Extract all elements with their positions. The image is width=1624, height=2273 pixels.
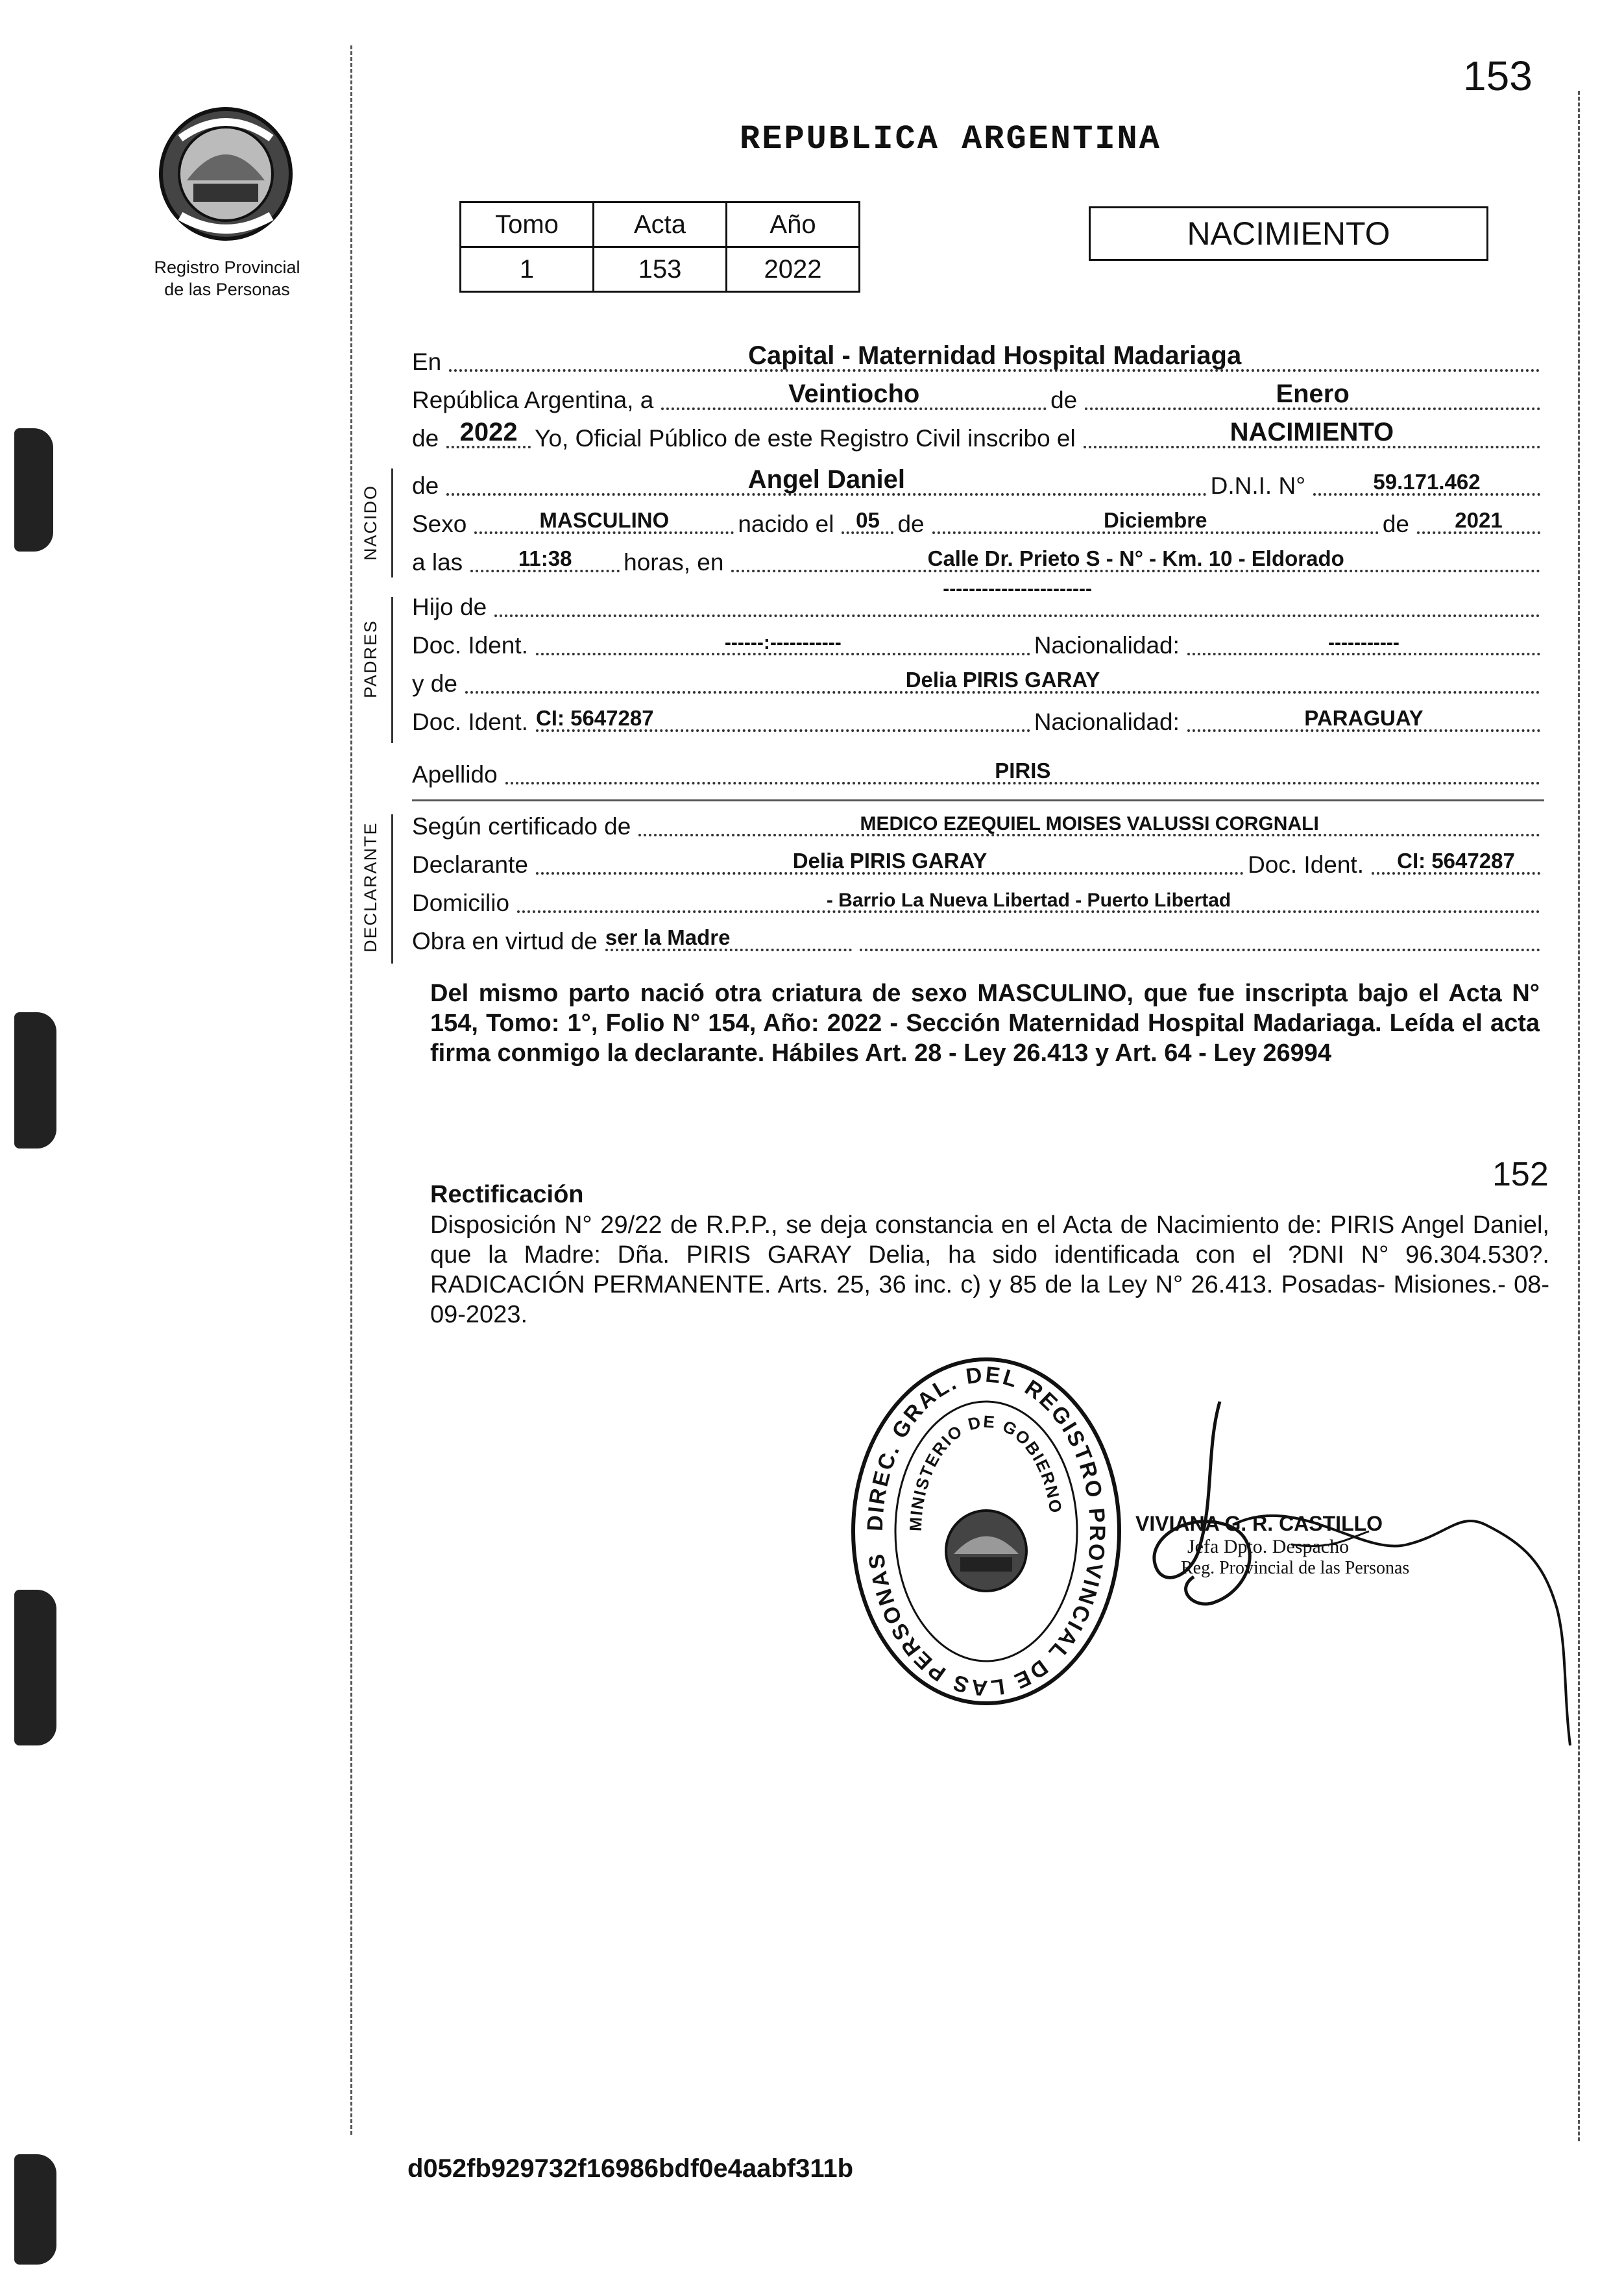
- form-line-apellido: [412, 755, 1544, 788]
- rectification-title: Rectificación: [430, 1181, 584, 1208]
- official-stamp: [843, 1350, 1129, 1713]
- form-line-republica: [412, 380, 1544, 414]
- declarante-label: Declarante: [412, 851, 528, 878]
- tomo-header: Tomo: [461, 202, 594, 247]
- scan-punch-mark: [14, 1012, 56, 1149]
- child-name-value: Angel Daniel: [747, 465, 906, 494]
- month-field: [1085, 378, 1540, 410]
- nacido-bracket: [391, 468, 393, 577]
- form-line-hijo-de: [412, 578, 1544, 621]
- father-doc-field: [536, 631, 1030, 655]
- de-label: de: [1050, 387, 1078, 413]
- province-seal-logo: [154, 103, 297, 245]
- apellido-field: [505, 757, 1540, 784]
- form-line-year: [412, 419, 1544, 452]
- registry-caption: [130, 256, 324, 300]
- obra-trailing-dots: [860, 949, 1540, 951]
- birth-day-field: [842, 507, 893, 534]
- a-las-label: a las: [412, 549, 463, 576]
- nacido-el-label: nacido el: [738, 511, 834, 537]
- de-label-4: de: [897, 511, 925, 537]
- time-field: [470, 545, 620, 572]
- page-number: 153: [1463, 53, 1533, 99]
- certificado-field: [638, 812, 1540, 836]
- name-field: [446, 464, 1206, 496]
- doc-ident-label-3: Doc. Ident.: [1248, 851, 1364, 878]
- certificado-label: Según certificado de: [412, 813, 631, 840]
- year-field: [446, 417, 531, 448]
- anio-header: Año: [727, 202, 860, 247]
- certificado-value: MEDICO EZEQUIEL MOISES VALUSSI CORGNALI: [860, 813, 1319, 834]
- place-field: [731, 545, 1540, 572]
- left-margin-line: [350, 45, 352, 2135]
- mother-nat-field: [1187, 705, 1540, 732]
- signer-block: [1135, 1512, 1499, 1579]
- right-margin-line: [1578, 91, 1580, 2141]
- reference-table-header-row: [461, 202, 860, 247]
- side-label-declarante: DECLARANTE: [361, 821, 380, 953]
- side-label-padres: PADRES: [361, 619, 380, 698]
- en-value: Capital - Maternidad Hospital Madariaga: [748, 341, 1242, 370]
- form-line-declarante: [412, 845, 1544, 879]
- separator-line: [412, 799, 1544, 801]
- mother-nat-value: PARAGUAY: [1304, 706, 1424, 730]
- dni-value: 59.171.462: [1373, 470, 1481, 494]
- doc-ident-label: Doc. Ident.: [412, 632, 528, 659]
- form-line-en: [412, 342, 1544, 376]
- y-de-label: y de: [412, 670, 457, 697]
- dni-field: [1313, 468, 1540, 496]
- de-label-5: de: [1382, 511, 1409, 537]
- place-value: Calle Dr. Prieto S - N° - Km. 10 - Eldorado: [927, 546, 1344, 570]
- father-field: [494, 578, 1540, 617]
- birth-year-field: [1417, 507, 1540, 534]
- document-title: REPUBLICA ARGENTINA: [740, 120, 1161, 158]
- form-line-mother-doc: [412, 702, 1544, 736]
- sexo-field: [474, 507, 734, 534]
- nacionalidad-label-2: Nacionalidad:: [1034, 709, 1180, 735]
- father-doc-value: ------:-----------: [724, 632, 842, 653]
- tomo-value: 1: [461, 247, 594, 292]
- doc-ident-label-2: Doc. Ident.: [412, 709, 528, 735]
- mother-doc-value: CI: 5647287: [535, 706, 654, 730]
- declarante-value: Delia PIRIS GARAY: [792, 849, 988, 873]
- domicilio-value: - Barrio La Nueva Libertad - Puerto Libertad: [826, 890, 1231, 911]
- year-value: 2022: [459, 418, 518, 446]
- anio-value: 2022: [727, 247, 860, 292]
- side-label-nacido: NACIDO: [361, 484, 380, 561]
- birth-day-value: 05: [856, 508, 880, 532]
- apellido-value: PIRIS: [995, 759, 1051, 783]
- obra-value: ser la Madre: [605, 925, 731, 949]
- padres-bracket: [391, 597, 393, 743]
- form-line-name: [412, 466, 1544, 500]
- form-line-domicilio: [412, 883, 1544, 917]
- document-hash: d052fb929732f16986bdf0e4aabf311b: [407, 2154, 854, 2183]
- domicilio-field: [517, 888, 1540, 913]
- birth-month-field: [932, 507, 1379, 534]
- mother-value: Delia PIRIS GARAY: [905, 668, 1100, 692]
- father-value: -----------------------: [943, 578, 1092, 600]
- declarante-doc-field: [1372, 847, 1540, 875]
- rectification-body: Disposición N° 29/22 de R.P.P., se deja constancia en el Acta de Nacimiento de: PIRIS Angel Daniel, que la Madre: Dña. PIRIS GARAY Delia, ha sido identificada con el ?DNI N° 96.304.530?. RADICACIÓN PERMANENTE. Arts. 25, 36 inc. c) y 85 de la Ley N° 26.413. Posadas- Misiones.- 08-09-2023.: [430, 1211, 1549, 1328]
- notes-paragraph: Del mismo parto nació otra criatura de sexo MASCULINO, que fue inscripta bajo el Acta N° 154, Tomo: 1°, Folio N° 154, Año: 2022 - Sección Maternidad Hospital Madariaga. Leída el acta firma conmigo la declarante. Hábiles Art. 28 - Ley 26.413 y Art. 64 - Ley 26994: [430, 980, 1540, 1067]
- scan-punch-mark: [14, 2154, 56, 2265]
- nacionalidad-label: Nacionalidad:: [1034, 632, 1180, 659]
- inscribe-value: NACIMIENTO: [1230, 418, 1394, 446]
- mother-field: [465, 666, 1540, 694]
- acta-header: Acta: [594, 202, 727, 247]
- en-field: [449, 340, 1540, 372]
- form-line-obra: [412, 921, 1544, 955]
- declarante-bracket: [391, 814, 393, 964]
- signer-name: VIVIANA G. R. CASTILLO: [1135, 1512, 1383, 1535]
- yo-text: Yo, Oficial Público de este Registro Civil inscribo el: [535, 425, 1076, 452]
- acta-value: 153: [594, 247, 727, 292]
- dni-label: D.N.I. N°: [1210, 472, 1305, 499]
- birth-year-value: 2021: [1455, 508, 1503, 532]
- sexo-value: MASCULINO: [539, 508, 670, 532]
- form-line-hora: [412, 542, 1544, 576]
- time-value: 11:38: [518, 546, 572, 570]
- father-nat-field: [1187, 631, 1540, 655]
- en-label: En: [412, 348, 442, 375]
- father-nat-value: -----------: [1328, 632, 1400, 653]
- de-label-3: de: [412, 472, 439, 499]
- registry-caption-line1: Registro Provincial: [154, 258, 300, 277]
- signer-role: Jefa Dpto. Despacho: [1187, 1536, 1350, 1557]
- hijo-de-label: Hijo de: [412, 594, 487, 620]
- domicilio-label: Domicilio: [412, 890, 510, 916]
- month-value: Enero: [1276, 380, 1350, 408]
- reference-table: [459, 201, 860, 293]
- registry-caption-line2: de las Personas: [164, 280, 290, 299]
- form-line-father-doc: [412, 626, 1544, 659]
- signer-office: Reg. Provincial de las Personas: [1181, 1558, 1410, 1578]
- declarante-doc-value: CI: 5647287: [1397, 849, 1515, 873]
- mother-doc-field: [536, 705, 1030, 732]
- form-line-certificado: [412, 807, 1544, 840]
- scan-punch-mark: [14, 1590, 56, 1745]
- de-label-2: de: [412, 425, 439, 452]
- form-line-sexo: [412, 504, 1544, 538]
- obra-label: Obra en virtud de: [412, 928, 598, 954]
- day-field: [661, 378, 1047, 410]
- obra-field: [605, 924, 852, 951]
- birth-month-value: Diciembre: [1103, 508, 1207, 532]
- declarante-field: [536, 847, 1244, 875]
- apellido-label: Apellido: [412, 761, 498, 788]
- scan-punch-mark: [14, 428, 53, 552]
- reference-table-value-row: [461, 247, 860, 292]
- margin-page-number: 152: [1492, 1156, 1549, 1193]
- horas-en-label: horas, en: [624, 549, 724, 576]
- stamp-outer-text: DIREC. GRAL. DEL REGISTRO PROVINCIAL DE LAS PERSONAS: [862, 1362, 1110, 1701]
- republica-label: República Argentina, a: [412, 387, 654, 413]
- stamp-inner-text: MINISTERIO DE GOBIERNO: [905, 1411, 1066, 1532]
- day-value: Veintiocho: [788, 380, 920, 408]
- sexo-label: Sexo: [412, 511, 467, 537]
- record-type-box: NACIMIENTO: [1089, 206, 1488, 261]
- inscribe-field: [1084, 417, 1540, 448]
- form-line-y-de: [412, 664, 1544, 698]
